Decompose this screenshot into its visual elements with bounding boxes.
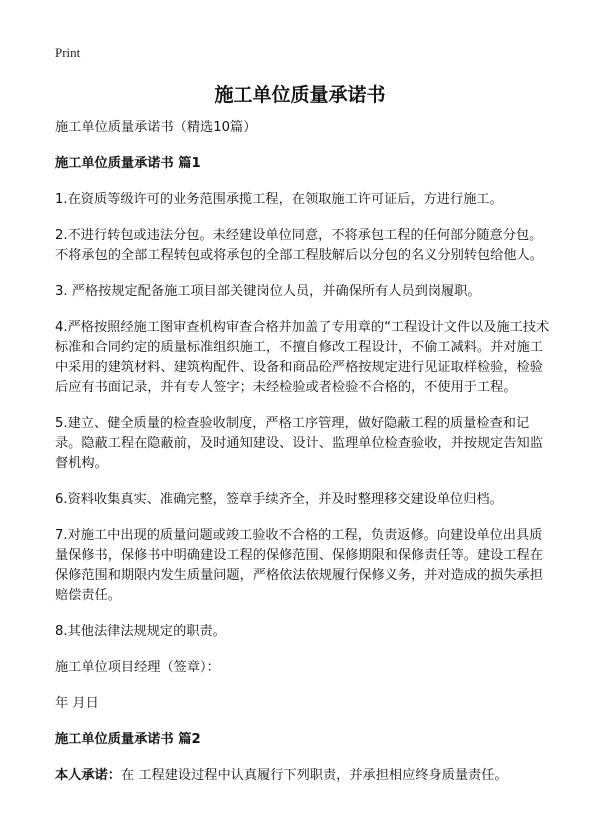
page-title: 施工单位质量承诺书	[214, 84, 386, 106]
signature-line: 施工单位项目经理（签章）：	[55, 660, 220, 675]
list-item: 4.严格按照经施工图审查机构审查合格并加盖了专用章的“工程设计文件以及施工技术标准和合同约定的质量标准组织施工，不擅自修改工程设计，不偷工减料。并对施工中采用的建筑材料、建筑构配件、设备和商品砼严格按规定进行见证取样检验，检验后应有书面记录，并有专人签字；未经检验或者检验不合格的，不使用于工程。	[55, 320, 550, 395]
section-2-heading: 施工单位质量承诺书 篇2	[55, 732, 201, 747]
print-link[interactable]: Print	[55, 45, 81, 60]
list-item: 8.其他法律法规规定的职责。	[55, 624, 226, 639]
list-item: 1.在资质等级许可的业务范围承揽工程，在领取施工许可证后，方进行施工。	[55, 192, 503, 207]
document-body	[55, 118, 555, 802]
commitment-label: 本人承诺：	[55, 768, 121, 783]
list-item: 7.对施工中出现的质量问题或竣工验收不合格的工程，负责返修。向建设单位出具质量保修书，保修书中明确建设工程的保修范围、保修期限和保修责任等。建设工程在保修范围和期限内发生质量问题，严格依法依规履行保修义务，并对造成的损失承担赔偿责任。	[55, 528, 543, 603]
date-line: 年 月日	[55, 696, 99, 711]
section-1-heading: 施工单位质量承诺书 篇1	[55, 156, 201, 171]
list-item: 2.不进行转包或违法分包。未经建设单位同意，不将承包工程的任何部分随意分包。不将承包的全部工程转包或将承包的全部工程肢解后以分包的名义分别转包给他人。	[55, 228, 543, 263]
list-item: 6.资料收集真实、准确完整，签章手续齐全，并及时整理移交建设单位归档。	[55, 492, 503, 507]
commitment-text: 在 工程建设过程中认真履行下列职责，并承担相应终身质量责任。	[120, 768, 508, 783]
document-subtitle: 施工单位质量承诺书（精选10篇）	[55, 120, 257, 135]
commitment-paragraph	[55, 766, 555, 786]
list-item: 5.建立、健全质量的检查验收制度，严格工序管理，做好隐蔽工程的质量检查和记录。隐蔽工程在隐蔽前，及时通知建设、设计、监理单位检查验收，并按规定告知监督机构。	[55, 416, 543, 471]
list-item: 3. 严格按规定配备施工项目部关键岗位人员，并确保所有人员到岗履职。	[55, 284, 481, 299]
